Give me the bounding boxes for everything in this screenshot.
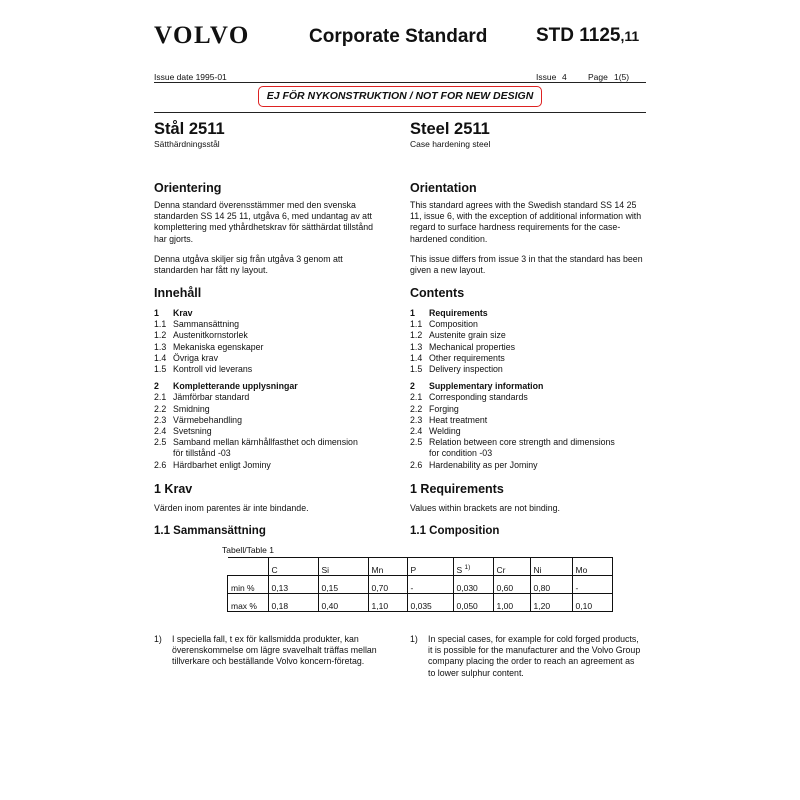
toc-item-number: 1.3 [154, 341, 167, 352]
toc-item [154, 448, 358, 459]
toc-item [154, 319, 358, 330]
toc-item-title: Kompletterande upplysningar [173, 381, 298, 392]
toc-item-number: 1.5 [410, 364, 423, 375]
swedish-subtitle: Sätthärdningsstål [154, 139, 220, 149]
document-type-title: Corporate Standard [309, 26, 488, 47]
toc-item-number: 1.3 [410, 341, 423, 352]
toc-item-number: 2.2 [410, 403, 423, 414]
toc-item-number: 2.2 [154, 403, 167, 414]
issue-value: 4 [562, 72, 567, 82]
table-cell: 0,15 [318, 576, 368, 594]
toc-item [410, 448, 615, 459]
toc-item-number: 1.5 [154, 364, 167, 375]
toc-item-number: 1 [410, 308, 415, 318]
banner-rule [154, 112, 646, 113]
table-cell: - [572, 576, 612, 594]
toc-item-title: Smidning [173, 403, 210, 414]
toc-item-number: 1.1 [410, 319, 423, 330]
toc-item-title: Värmebehandling [173, 414, 242, 425]
toc-item-title: Austenitkornstorlek [173, 330, 248, 341]
table-header-cell: Ni [530, 558, 572, 576]
swedish-requirements-heading: 1 Krav [154, 482, 193, 496]
english-orientation-heading: Orientation [410, 181, 477, 195]
table-header-cell: P [407, 558, 453, 576]
toc-item [410, 415, 615, 426]
toc-item-title: Mekaniska egenskaper [173, 341, 264, 352]
english-subtitle: Case hardening steel [410, 139, 491, 149]
english-title: Steel 2511 [410, 120, 490, 138]
toc-item-number: 2.5 [154, 437, 167, 448]
toc-item [154, 426, 358, 437]
toc-item-number: 2.3 [410, 414, 423, 425]
english-requirements-text: Values within brackets are not binding. [410, 503, 560, 513]
english-requirements-heading: 1 Requirements [410, 482, 504, 496]
footnote-number: 1) [410, 634, 418, 644]
swedish-orientation-heading: Orientering [154, 181, 222, 195]
toc-item [410, 404, 615, 415]
toc-item [410, 308, 615, 319]
swedish-contents-heading: Innehåll [154, 286, 202, 300]
toc-item-number: 2.1 [154, 392, 167, 403]
english-orientation-paragraph-2: This issue differs from issue 3 in that the standard has been given a new layout. [410, 254, 643, 276]
table-row-label: min % [228, 576, 269, 594]
toc-item [154, 437, 358, 448]
swedish-orientation-paragraph-1: Denna standard överensstämmer med den svenska standarden SS 14 25 11, utgåva 6, med undantag av att komplettering med ythårdhetskrav för sätthärdat tillstånd har gjorts. [154, 200, 374, 244]
table-row-min [228, 576, 613, 594]
table-cell: 1,20 [530, 594, 572, 612]
table-cell: 0,10 [572, 594, 612, 612]
standard-number-suffix: ,11 [620, 28, 640, 44]
toc-item-number: 2.4 [154, 426, 167, 437]
toc-item-title: Heat treatment [429, 414, 488, 425]
composition-table [227, 557, 613, 612]
toc-item [410, 342, 615, 353]
toc-item [154, 381, 358, 392]
table-cell: - [407, 576, 453, 594]
toc-item-number: 2.1 [410, 392, 423, 403]
toc-item [154, 364, 358, 375]
table-cell: 0,60 [493, 576, 530, 594]
toc-item-title: Relation between core strength and dimensions [429, 437, 615, 448]
table-header-cell-s [453, 558, 493, 576]
table-cell: 0,13 [268, 576, 318, 594]
table-header-cell: Si [318, 558, 368, 576]
table-row-label: max % [228, 594, 269, 612]
toc-item [410, 319, 615, 330]
standard-number [536, 25, 639, 47]
table-cell: 0,40 [318, 594, 368, 612]
table-cell: 0,80 [530, 576, 572, 594]
toc-item [154, 330, 358, 341]
toc-item-number: 1.2 [410, 330, 423, 341]
toc-item [410, 460, 615, 471]
toc-item-number: 1.1 [154, 319, 167, 330]
issue-label: Issue [536, 72, 557, 82]
table-cell: 0,050 [453, 594, 493, 612]
toc-item-title: Corresponding standards [429, 392, 528, 403]
toc-item [154, 404, 358, 415]
toc-item-title: Jämförbar standard [173, 392, 250, 403]
toc-item-title: Hardenability as per Jominy [429, 459, 538, 470]
toc-item-title: Kontroll vid leverans [173, 364, 253, 375]
volvo-logo: VOLVO [154, 22, 250, 49]
english-footnote [410, 634, 642, 679]
table-cell: 0,70 [368, 576, 407, 594]
page-label: Page [588, 72, 608, 82]
toc-item-title: Composition [429, 319, 478, 330]
footnote-number: 1) [154, 634, 162, 644]
toc-item [410, 392, 615, 403]
toc-item-number: 2 [154, 381, 159, 392]
toc-item [154, 342, 358, 353]
english-table-of-contents [410, 308, 615, 471]
toc-item [154, 353, 358, 364]
english-orientation-paragraph-1: This standard agrees with the Swedish standard SS 14 25 11, issue 6, with the exception of additional information with regard to surface hardness requirements for the case-hardened condition. [410, 200, 642, 244]
toc-item-title: for condition -03 [429, 448, 493, 459]
footnote-text: I speciella fall, t ex för kallsmidda produkter, kan överenskommelse om lägre svavelhalt träffas mellan tillverkare och beställande Volvo koncern-företag. [172, 634, 377, 667]
toc-item-number [154, 448, 173, 459]
toc-item-number: 1.2 [154, 330, 167, 341]
swedish-footnote [154, 634, 386, 668]
toc-item [154, 415, 358, 426]
table-cell: 0,030 [453, 576, 493, 594]
toc-item-title: Austenite grain size [429, 330, 506, 341]
page-value: 1(5) [614, 72, 630, 82]
toc-item-number: 2.6 [410, 459, 423, 470]
toc-item-number: 2.6 [154, 459, 167, 470]
swedish-table-of-contents [154, 308, 358, 471]
table-cell: 0,035 [407, 594, 453, 612]
toc-item-number: 2 [410, 381, 415, 392]
toc-item-number [410, 448, 429, 459]
table-header-s-label: S [456, 565, 463, 575]
table-header-cell: Mo [572, 558, 612, 576]
table-cell: 1,00 [493, 594, 530, 612]
toc-item-title: Krav [173, 308, 193, 318]
swedish-orientation-paragraph-2: Denna utgåva skiljer sig från utgåva 3 genom att standarden har fått ny layout. [154, 254, 343, 276]
swedish-title: Stål 2511 [154, 120, 225, 138]
toc-item [410, 381, 615, 392]
toc-item [154, 392, 358, 403]
toc-item-number: 1 [154, 308, 159, 318]
swedish-composition-heading: 1.1 Sammansättning [154, 525, 266, 537]
toc-item [410, 364, 615, 375]
standard-number-main: STD 1125 [536, 25, 621, 46]
not-for-new-design-banner: EJ FÖR NYKONSTRUKTION / NOT FOR NEW DESIGN [258, 86, 542, 107]
toc-item-title: Supplementary information [429, 381, 544, 392]
table-header-row [228, 558, 613, 576]
toc-item-title: Welding [429, 426, 461, 437]
header-rule [154, 82, 646, 83]
table-row-max [228, 594, 613, 612]
toc-item-title: Requirements [429, 308, 488, 318]
table-corner-cell [228, 558, 269, 576]
toc-item [154, 308, 358, 319]
toc-item [410, 353, 615, 364]
toc-item [410, 426, 615, 437]
toc-item-number: 2.4 [410, 426, 423, 437]
toc-item-title: för tillstånd -03 [173, 448, 231, 459]
toc-item-number: 1.4 [410, 352, 423, 363]
toc-item-title: Övriga krav [173, 352, 218, 363]
table-header-cell: Cr [493, 558, 530, 576]
s-footnote-mark: 1) [464, 564, 471, 572]
toc-item-title: Sammansättning [173, 319, 240, 330]
issue-date: Issue date 1995-01 [154, 72, 227, 82]
footnote-text: In special cases, for example for cold forged products, it is possible for the manufacturer and the Volvo Group company placing the order to reach an agreement as to lower sulphur content. [428, 634, 641, 678]
table-cell: 0,18 [268, 594, 318, 612]
english-contents-heading: Contents [410, 286, 465, 300]
toc-item-number: 1.4 [154, 352, 167, 363]
table-caption: Tabell/Table 1 [222, 545, 274, 555]
toc-item [410, 437, 615, 448]
toc-item [154, 460, 358, 471]
toc-item-number: 2.3 [154, 414, 167, 425]
toc-item-title: Forging [429, 403, 459, 414]
toc-item-title: Samband mellan kärnhållfasthet och dimension [173, 437, 358, 448]
toc-item-title: Härdbarhet enligt Jominy [173, 459, 271, 470]
toc-item-title: Other requirements [429, 352, 505, 363]
toc-item-title: Delivery inspection [429, 364, 503, 375]
table-header-cell: C [268, 558, 318, 576]
english-composition-heading: 1.1 Composition [410, 525, 500, 537]
table-header-cell: Mn [368, 558, 407, 576]
toc-item [410, 330, 615, 341]
toc-item-title: Svetsning [173, 426, 212, 437]
swedish-requirements-text: Värden inom parentes är inte bindande. [154, 503, 309, 513]
toc-item-title: Mechanical properties [429, 341, 516, 352]
table-cell: 1,10 [368, 594, 407, 612]
toc-item-number: 2.5 [410, 437, 423, 448]
